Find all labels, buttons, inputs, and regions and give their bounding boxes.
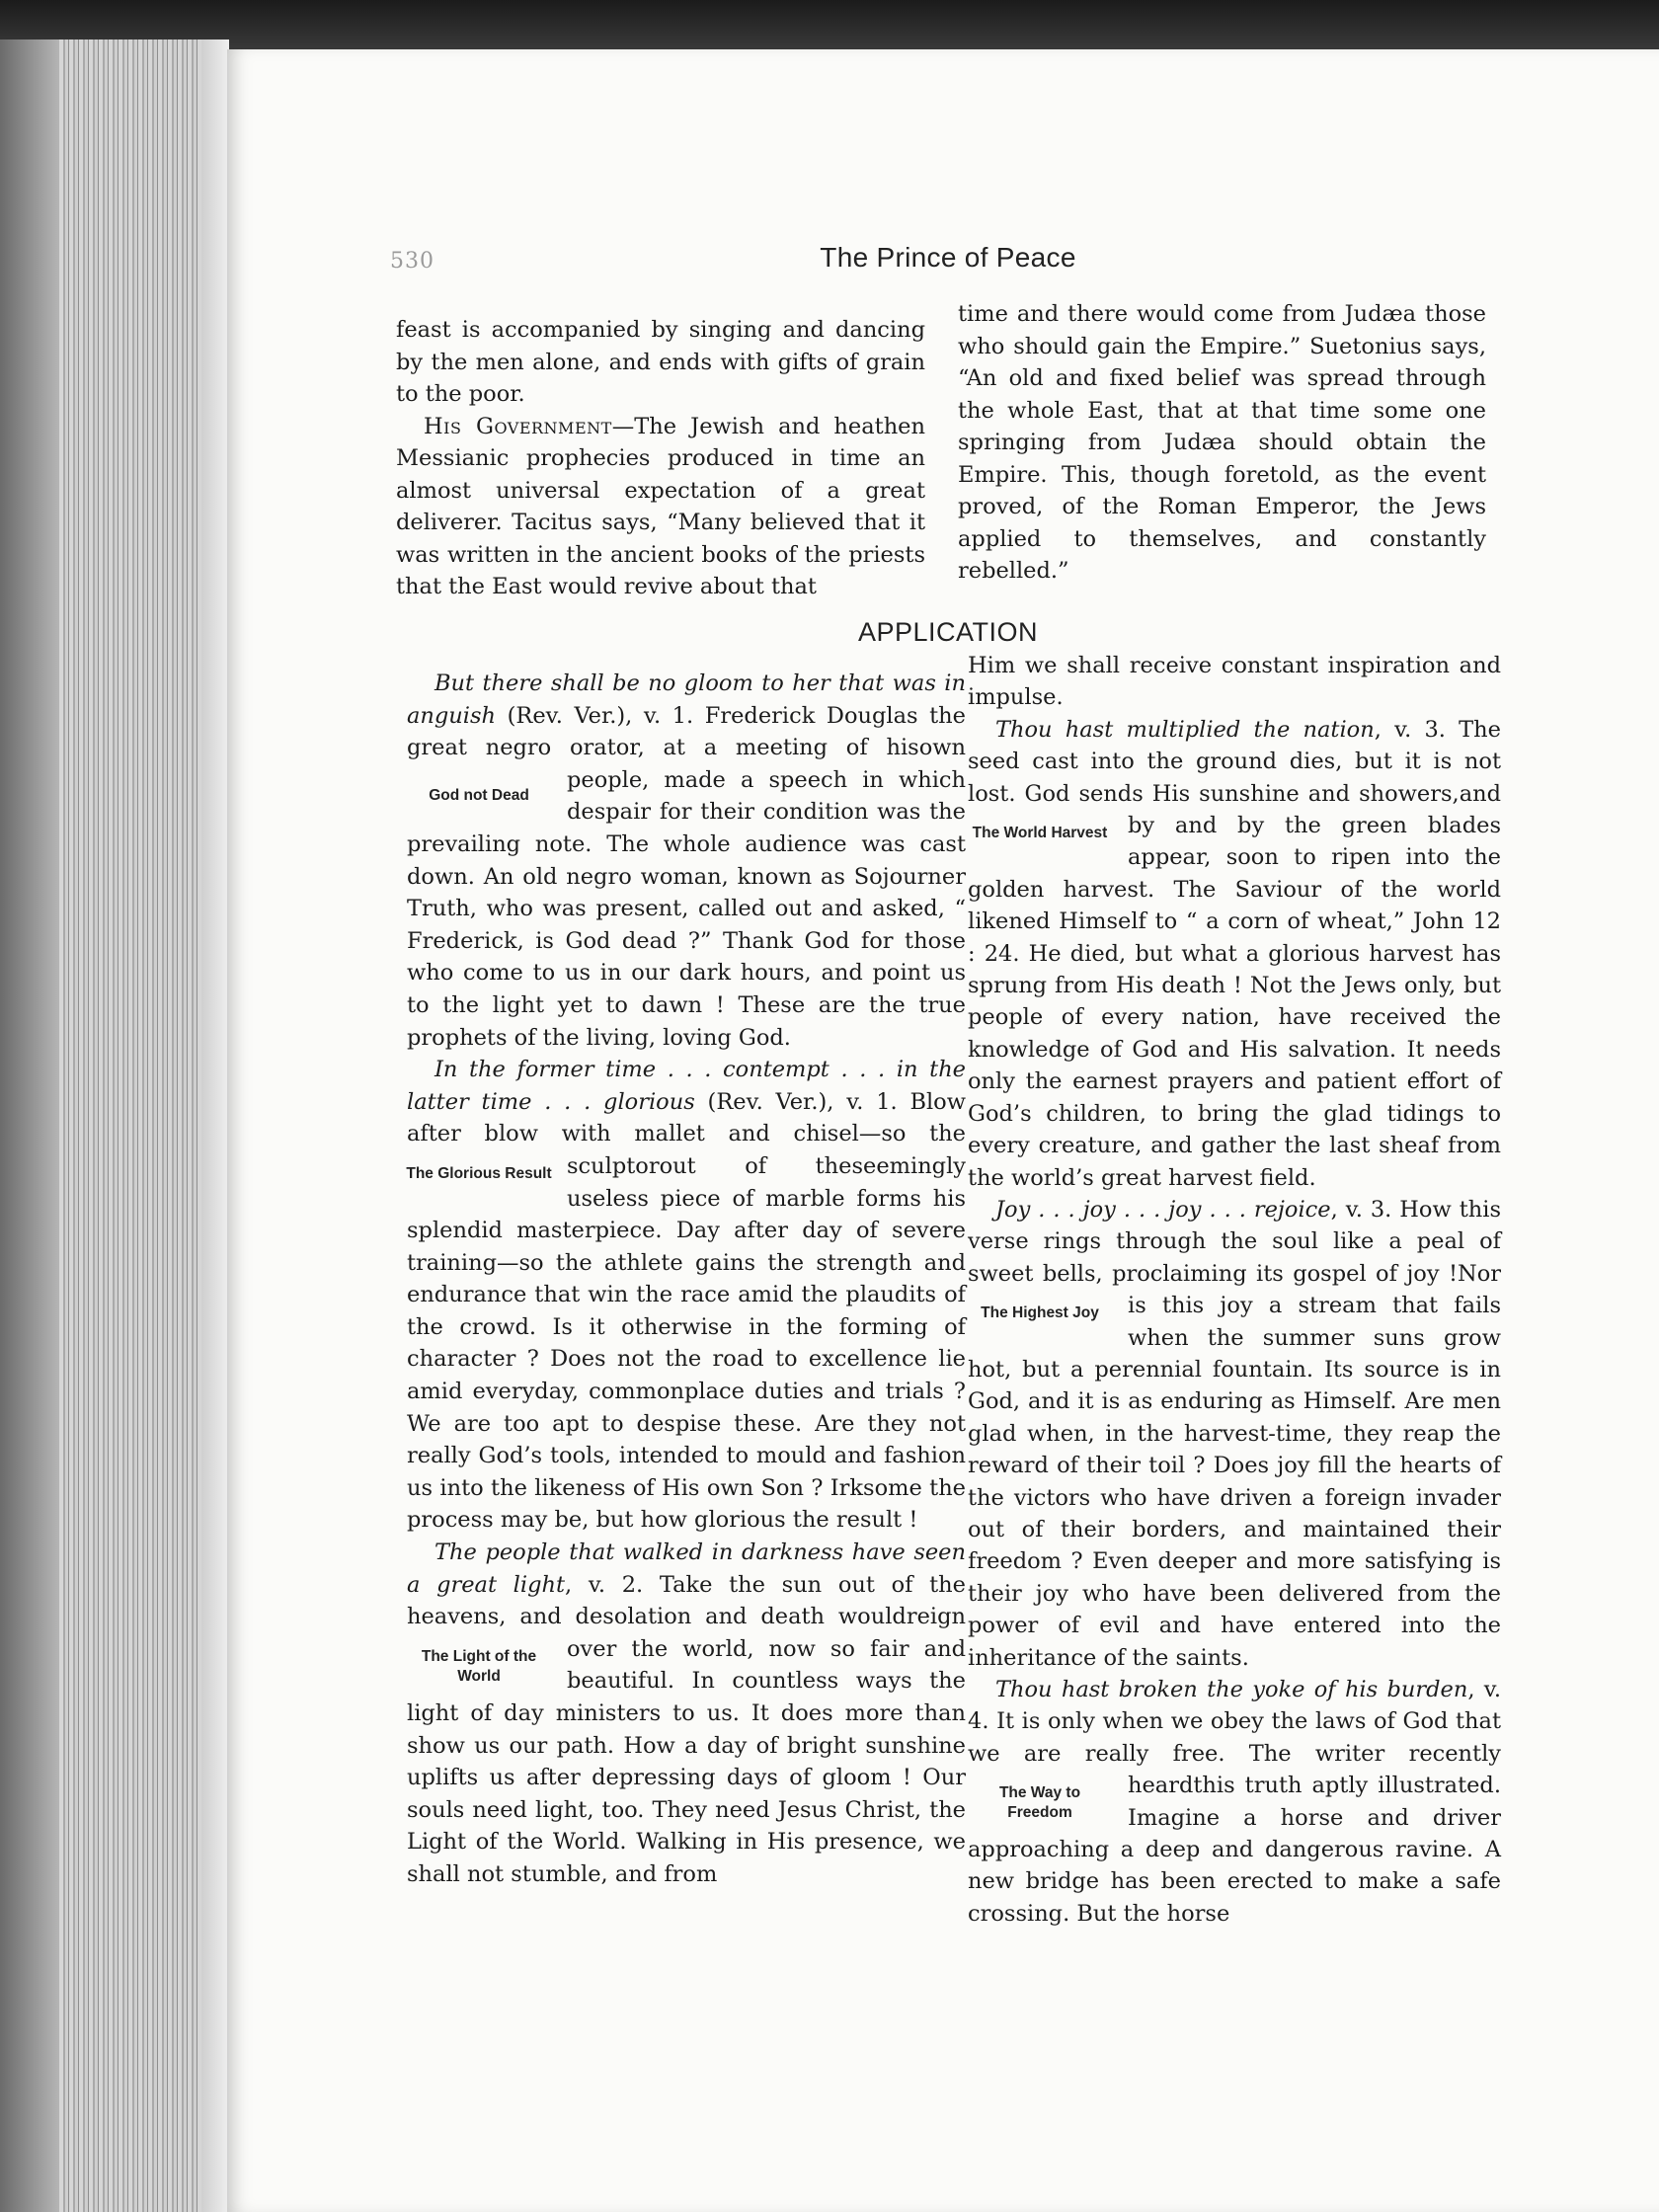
running-title: The Prince of Peace <box>820 242 1076 273</box>
run-in-heading: His Government <box>424 413 612 439</box>
paragraph-glorious-result <box>407 1054 966 1537</box>
sidenote-highest-joy: The Highest Joy <box>981 1304 1099 1322</box>
sidenote-way-to-freedom: The Way to Freedom <box>998 1784 1081 1822</box>
section-heading: APPLICATION <box>857 617 1039 647</box>
book-page-edges <box>0 40 229 2212</box>
scripture-quote: Joy . . . joy . . . joy . . . rejoice <box>995 1196 1331 1223</box>
scan-top-shadow <box>0 0 1659 51</box>
sidenote-glorious-result: The Glorious Result <box>406 1164 552 1182</box>
paragraph-text: out of theseemingly useless piece of marble forms his splendid masterpiece. Day after day of severe training—so the athlete gains the strength and endurance that win the race amid the plaudits of the crowd. Is it otherwise in the forming of character ? Does not the road to excellence lie amid everyday, commonplace duties and trials ? We are too apt to despise these. Are they not really God’s tools, intended to mould and fashion us into the likeness of His own Son ? Irksome the process may be, but how glorious the result ! <box>407 1152 966 1534</box>
scripture-quote: But there shall be no gloom to her that was in anguish <box>407 671 966 729</box>
scripture-quote: Thou hast broken the yoke of his burden <box>995 1677 1468 1702</box>
reference-text: (Rev. Ver.), v. 1. Blow after blow with mallet and chisel—so the sculptor <box>407 1088 966 1179</box>
paragraph-way-to-freedom <box>968 1674 1501 1930</box>
scripture-quote: In the former time . . . contempt . . . in the latter time . . . glorious <box>407 1057 966 1115</box>
reference-text: , v. 2. Take the sun out of the heavens, and desolation and death would <box>407 1571 966 1630</box>
scripture-quote: The people that walked in darkness have seen a great light <box>407 1540 966 1598</box>
paragraph-world-harvest <box>968 714 1501 1194</box>
top-left-column <box>396 314 925 603</box>
paragraph-text: reign over the world, now so fair and beautiful. In countless ways the light of day ministers to us. It does more than show us our path. How a day of bright sunshine uplifts us after depressing days of gloom ! Our souls need light, too. They need Jesus Christ, the Light of the World. Walking in His presence, we shall not stumble, and from <box>407 1604 966 1887</box>
scripture-quote: Thou hast multiplied the nation <box>995 716 1375 743</box>
reference-text: , v. 3. How this verse rings through the soul like a peal of sweet bells, proclaiming its gospel of joy ! <box>968 1196 1501 1287</box>
paragraph-text: and by and by the green blades appear, soon to ripen into the golden harvest. The Saviour of the world likened Himself to “ a corn of wheat,” John 12 : 24. He died, but what a glorious harvest has sprung from His death ! Not the Jews only, but people of every nation, have received the knowledge of God and His salvation. It needs only the earnest prayers and patient effort of God’s children, to bring the glad tidings to every creature, and gather the last sheaf from the world’s great harvest field. <box>968 780 1501 1191</box>
application-right-column <box>968 650 1501 1930</box>
paragraph-continuation: Him we shall receive constant inspiration and impulse. <box>968 653 1501 711</box>
sidenote-god-not-dead: God not Dead <box>429 786 529 804</box>
paragraph-text: this truth aptly illustrated. Imagine a horse and driver approaching a deep and dangerous ravine. A new bridge has been erected to make a safe crossing. But the horse <box>968 1773 1501 1927</box>
reference-text: , v. 3. The seed cast into the ground dies, but it is not lost. God sends His sunshine and showers, <box>968 716 1501 807</box>
sidenote-light-of-world: The Light of the World <box>421 1647 537 1685</box>
paragraph-text: own people, made a speech in which despair for their condition was the prevailing note. The whole audience was cast down. An old negro woman, known as Sojourner Truth, who was present, called out and asked, “ Frederick, is God dead ?” Thank God for those who come to us in our dark hours, and point us to the light yet to dawn ! These are the true prophets of the living, loving God. <box>407 735 966 1051</box>
reference-text: , v. 4. It is only when we obey the laws of God that we are really free. The writer recently heard <box>968 1677 1501 1799</box>
paragraph-highest-joy <box>968 1194 1501 1674</box>
paragraph-text: —The Jewish and heathen Messianic prophecies produced in time an almost universal expectation of a great deliverer. Tacitus says, “Many believed that it was written in the ancient books of the priests that the East would revive about that <box>396 413 925 599</box>
paragraph-god-not-dead <box>407 668 966 1054</box>
paragraph-his-government <box>396 411 925 603</box>
paragraph-suetonius: time and there would come from Judæa those who should gain the Empire.” Suetonius says, “An old and fixed belief was spread through the whole East, that at that time some one springing from Judæa should obtain the Empire. This, though foretold, as the event proved, of the Roman Emperor, the Jews applied to themselves, and constantly rebelled.” <box>958 301 1486 584</box>
paragraph-text: Nor is this joy a stream that fails when the summer suns grow hot, but a perennial fountain. Its source is in God, and it is as enduring as Himself. Are men glad when, in the harvest-time, they reap the reward of their toil ? Does joy fill the hearts of the victors who have driven a foreign invader out of their borders, and maintained their freedom ? Even deeper and more satisfying is their joy who have been delivered from the power of evil and have entered into the inheritance of the saints. <box>968 1260 1501 1671</box>
reference-text: (Rev. Ver.), v. 1. Frederick Douglas the great negro orator, at a meeting of his <box>407 702 966 761</box>
paragraph-feast: feast is accompanied by singing and dancing by the men alone, and ends with gifts of grain to the poor. <box>396 317 925 407</box>
page-number: 530 <box>390 249 434 274</box>
application-left-column <box>407 668 966 1891</box>
paragraph-light-of-world <box>407 1537 966 1891</box>
top-right-column <box>958 298 1486 588</box>
sidenote-world-harvest: The World Harvest <box>972 825 1108 842</box>
